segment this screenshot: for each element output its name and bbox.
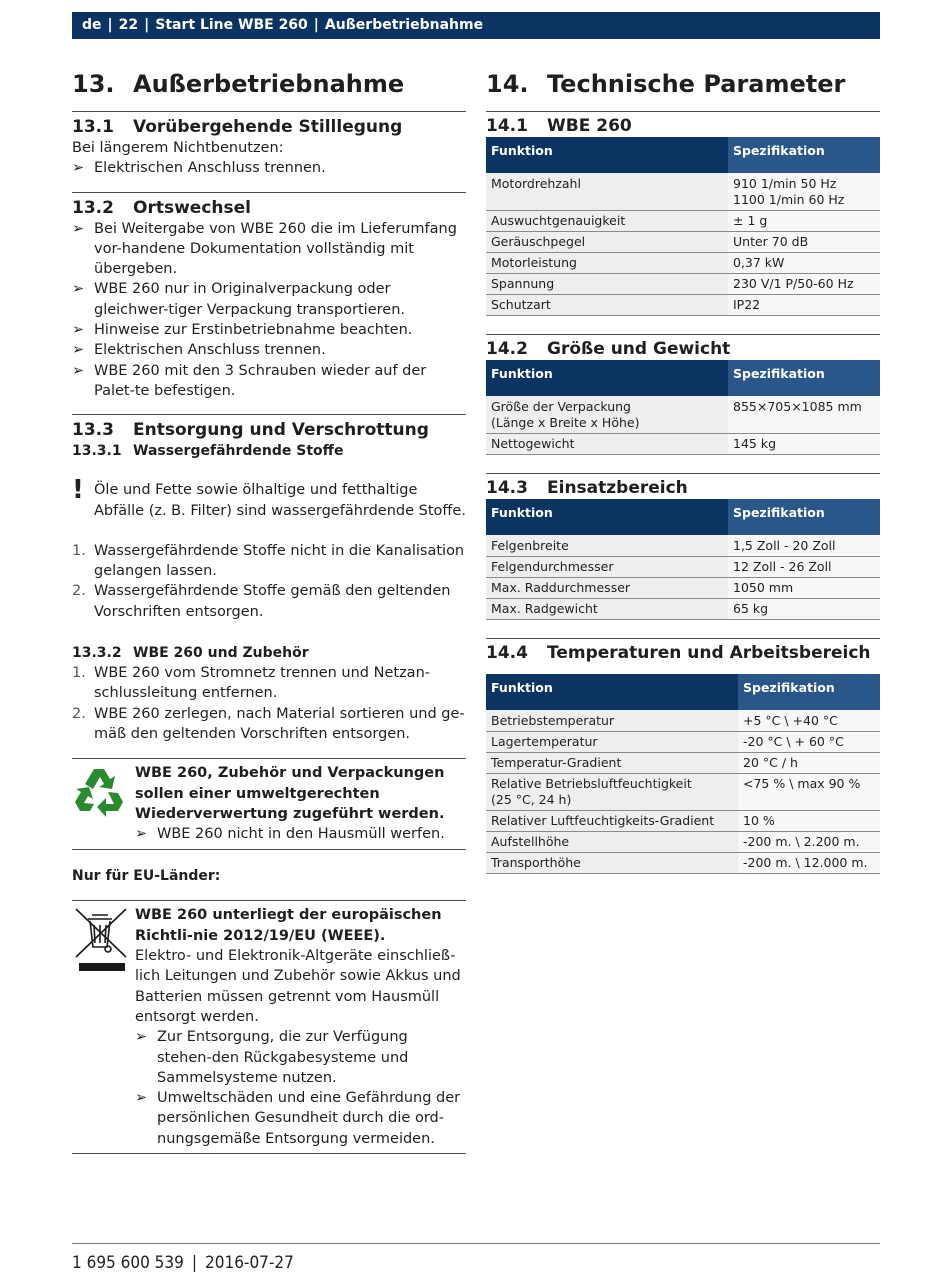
cell-function: Betriebstemperatur bbox=[486, 710, 738, 732]
table-row bbox=[486, 396, 880, 434]
column-header-specification: Spezifikation bbox=[728, 137, 880, 173]
section-13-1-intro: Bei längerem Nichtbenutzen: bbox=[72, 140, 284, 156]
document-date: 2016-07-27 bbox=[205, 1253, 294, 1273]
cell-specification: 230 V/1 P/50-60 Hz bbox=[728, 274, 880, 295]
warning-note bbox=[72, 475, 466, 521]
table-row bbox=[486, 710, 880, 732]
list-item: ➢ WBE 260 nicht in den Hausmüll werfen. bbox=[135, 824, 466, 844]
cell-specification: -20 °C \ + 60 °C bbox=[738, 732, 880, 753]
cell-function: Lagertemperatur bbox=[486, 732, 738, 753]
table-row bbox=[486, 732, 880, 753]
section-14-4-heading: 14.4 Temperaturen und Arbeitsbereich bbox=[486, 643, 871, 663]
cell-function: Geräuschpegel bbox=[486, 232, 728, 253]
divider bbox=[72, 849, 466, 850]
spec-table bbox=[486, 137, 880, 316]
list-item: ➢ Zur Entsorgung, die zur Verfügung stehen-den Rückgabesysteme und Sammelsysteme nutzen. bbox=[135, 1027, 466, 1088]
cell-function: Felgenbreite bbox=[486, 535, 728, 557]
header-page-number: 22 bbox=[118, 17, 139, 33]
list-item: ➢ WBE 260 nur in Originalverpackung oder gleichwer-tiger Verpackung transportieren. bbox=[72, 279, 466, 320]
cell-function: Größe der Verpackung (Länge x Breite x Höhe) bbox=[486, 396, 728, 434]
table-row bbox=[486, 832, 880, 853]
table-row bbox=[486, 578, 880, 599]
cell-function: Schutzart bbox=[486, 295, 728, 316]
spec-tables bbox=[486, 111, 880, 874]
cell-specification: 855×705×1085 mm bbox=[728, 396, 880, 434]
exclamation-icon: ! bbox=[72, 475, 84, 506]
right-column bbox=[486, 66, 880, 874]
table-row bbox=[486, 557, 880, 578]
divider bbox=[72, 111, 466, 112]
table-row bbox=[486, 753, 880, 774]
cell-specification: Unter 70 dB bbox=[728, 232, 880, 253]
list-item: ➢ Elektrischen Anschluss trennen. bbox=[72, 340, 466, 360]
header-language: de bbox=[82, 17, 102, 33]
cell-function: Spannung bbox=[486, 274, 728, 295]
section-13-3-2-steps bbox=[72, 663, 466, 744]
cell-specification: 10 % bbox=[738, 811, 880, 832]
spec-table bbox=[486, 360, 880, 455]
column-header-function: Funktion bbox=[486, 360, 728, 396]
page-footer: 1 695 600 539 | 2016-07-27 bbox=[72, 1253, 294, 1273]
cell-function: Temperatur-Gradient bbox=[486, 753, 738, 774]
table-row bbox=[486, 211, 880, 232]
table-row bbox=[486, 232, 880, 253]
eu-countries-label: Nur für EU-Länder: bbox=[72, 868, 221, 885]
table-row bbox=[486, 535, 880, 557]
cell-specification: IP22 bbox=[728, 295, 880, 316]
left-column bbox=[72, 66, 466, 1154]
recycle-icon bbox=[72, 763, 135, 844]
divider bbox=[486, 638, 880, 639]
cell-function: Motordrehzahl bbox=[486, 173, 728, 211]
cell-specification: <75 % \ max 90 % bbox=[738, 774, 880, 811]
spec-table bbox=[486, 499, 880, 620]
table-row bbox=[486, 811, 880, 832]
list-item: ➢ Umweltschäden und eine Gefährdung der persönlichen Gesundheit durch die ord-nungsgemäße Entsorgung vermeiden. bbox=[135, 1088, 466, 1149]
cell-function: Transporthöhe bbox=[486, 853, 738, 874]
section-13-3-heading: 13.3 Entsorgung und Verschrottung bbox=[72, 420, 429, 441]
cell-function: Aufstellhöhe bbox=[486, 832, 738, 853]
weee-directive: WBE 260 unterliegt der europäischen Richtli-nie 2012/19/EU (WEEE). bbox=[135, 907, 442, 944]
cell-specification: 1,5 Zoll - 20 Zoll bbox=[728, 535, 880, 557]
weee-text: Elektro- und Elektronik-Altgeräte einschließ-lich Leitungen und Zubehör sowie Akkus und Batterien müssen getrennt vom Hausmüll entsorgt werden. bbox=[135, 948, 461, 1025]
section-13-3-2-heading: 13.3.2 WBE 260 und Zubehör bbox=[72, 645, 309, 662]
divider bbox=[72, 414, 466, 415]
recycling-note bbox=[72, 763, 466, 844]
cell-specification: ± 1 g bbox=[728, 211, 880, 232]
table-row bbox=[486, 774, 880, 811]
cell-function: Relativer Luftfeuchtigkeits-Gradient bbox=[486, 811, 738, 832]
section-14-3-heading: 14.3 Einsatzbereich bbox=[486, 478, 688, 498]
section-13-1-list bbox=[72, 158, 466, 178]
section-13-3-1-heading: 13.3.1 Wassergefährdende Stoffe bbox=[72, 443, 344, 460]
divider bbox=[72, 192, 466, 193]
table-row bbox=[486, 274, 880, 295]
section-14-heading: 14. Technische Parameter bbox=[486, 70, 846, 98]
cell-specification: +5 °C \ +40 °C bbox=[738, 710, 880, 732]
column-header-function: Funktion bbox=[486, 137, 728, 173]
list-item: ➢ Hinweise zur Erstinbetriebnahme beachten. bbox=[72, 320, 466, 340]
cell-function: Max. Raddurchmesser bbox=[486, 578, 728, 599]
column-header-function: Funktion bbox=[486, 499, 728, 535]
divider bbox=[72, 1153, 466, 1154]
cell-specification: 0,37 kW bbox=[728, 253, 880, 274]
table-row bbox=[486, 599, 880, 620]
header-chapter: Außerbetriebnahme bbox=[324, 17, 484, 33]
column-header-specification: Spezifikation bbox=[728, 360, 880, 396]
section-13-2-heading: 13.2 Ortswechsel bbox=[72, 197, 251, 218]
divider bbox=[72, 758, 466, 759]
cell-specification: 12 Zoll - 26 Zoll bbox=[728, 557, 880, 578]
cell-specification: -200 m. \ 2.200 m. bbox=[738, 832, 880, 853]
section-13-3-1-steps bbox=[72, 541, 466, 622]
cell-specification: 20 °C / h bbox=[738, 753, 880, 774]
cell-function: Motorleistung bbox=[486, 253, 728, 274]
weee-note bbox=[72, 905, 466, 1149]
footer-divider bbox=[72, 1243, 880, 1244]
list-item: ➢ Bei Weitergabe von WBE 260 die im Lieferumfang vor-handene Dokumentation vollständig mit übergeben. bbox=[72, 219, 466, 280]
list-item: 2. WBE 260 zerlegen, nach Material sortieren und ge-mäß den geltenden Vorschriften entsorgen. bbox=[72, 705, 465, 742]
column-header-function: Funktion bbox=[486, 674, 738, 710]
table-row bbox=[486, 853, 880, 874]
table-row bbox=[486, 434, 880, 455]
section-13-1-heading: 13.1 Vorübergehende Stilllegung bbox=[72, 117, 403, 137]
list-item: 1. Wassergefährdende Stoffe nicht in die Kanalisation gelangen lassen. bbox=[72, 542, 465, 580]
section-13-2-list bbox=[72, 219, 466, 402]
table-row bbox=[486, 173, 880, 211]
spec-table bbox=[486, 674, 880, 874]
divider bbox=[72, 900, 466, 901]
page-header: de | 22 | Start Line WBE 260 | Außerbetriebnahme bbox=[72, 12, 880, 39]
cell-function: Nettogewicht bbox=[486, 434, 728, 455]
cell-function: Auswuchtgenauigkeit bbox=[486, 211, 728, 232]
cell-specification: 910 1/min 50 Hz 1100 1/min 60 Hz bbox=[728, 173, 880, 211]
divider bbox=[486, 111, 880, 112]
cell-function: Relative Betriebsluftfeuchtigkeit (25 °C, 24 h) bbox=[486, 774, 738, 811]
header-product: Start Line WBE 260 bbox=[155, 17, 308, 33]
cell-specification: -200 m. \ 12.000 m. bbox=[738, 853, 880, 874]
list-item: 1. WBE 260 vom Stromnetz trennen und Netzan-schlussleitung entfernen. bbox=[72, 665, 430, 702]
section-14-2-heading: 14.2 Größe und Gewicht bbox=[486, 339, 731, 359]
divider bbox=[486, 334, 880, 335]
list-item: ➢ WBE 260 mit den 3 Schrauben wieder auf der Palet-te befestigen. bbox=[72, 361, 466, 402]
cell-specification: 145 kg bbox=[728, 434, 880, 455]
cell-specification: 65 kg bbox=[728, 599, 880, 620]
cell-specification: 1050 mm bbox=[728, 578, 880, 599]
crossed-bin-icon bbox=[72, 905, 135, 1149]
list-item: 2. Wassergefährdende Stoffe gemäß den geltenden Vorschriften entsorgen. bbox=[72, 583, 451, 620]
cell-function: Felgendurchmesser bbox=[486, 557, 728, 578]
table-row bbox=[486, 295, 880, 316]
section-14-1-heading: 14.1 WBE 260 bbox=[486, 116, 632, 136]
divider bbox=[486, 473, 880, 474]
warning-text: Öle und Fette sowie ölhaltige und fetthaltige Abfälle (z. B. Filter) sind wassergefährdende Stoffe. bbox=[94, 482, 466, 519]
column-header-specification: Spezifikation bbox=[738, 674, 880, 710]
document-number: 1 695 600 539 bbox=[72, 1253, 184, 1273]
cell-function: Max. Radgewicht bbox=[486, 599, 728, 620]
section-13-heading: 13. Außerbetriebnahme bbox=[72, 70, 405, 98]
recycling-text: WBE 260, Zubehör und Verpackungen sollen einer umweltgerechten Wiederverwertung zugeführt werden. bbox=[135, 765, 445, 822]
column-header-specification: Spezifikation bbox=[728, 499, 880, 535]
table-row bbox=[486, 253, 880, 274]
list-item: ➢ Elektrischen Anschluss trennen. bbox=[72, 158, 466, 178]
